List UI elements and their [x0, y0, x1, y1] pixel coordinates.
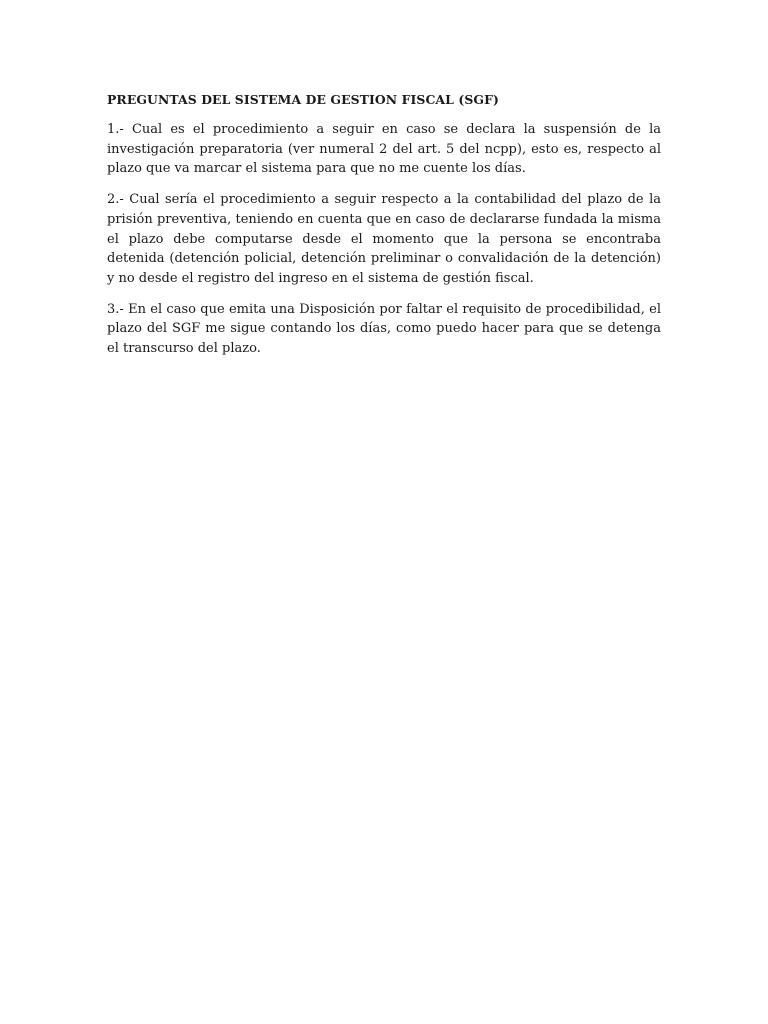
question-2: 2.- Cual sería el procedimiento a seguir respecto a la contabilidad del plazo de la prisión preventiva, teniendo en cuenta que en caso de declararse fundada la misma el plazo debe computarse desde el momento que la persona se encontraba detenida (detención policial, detención preliminar o convalidación de la detención) y no desde el registro del ingreso en el sistema de gestión fiscal.	[107, 192, 661, 286]
question-3: 3.- En el caso que emita una Disposición por faltar el requisito de procedibilidad, el plazo del SGF me sigue contando los días, como puedo hacer para que se detenga el transcurso del plazo.	[107, 301, 661, 357]
question-1: 1.- Cual es el procedimiento a seguir en caso se declara la suspensión de la investigación preparatoria (ver numeral 2 del art. 5 del ncpp), esto es, respecto al plazo que va marcar el sistema para que no me cuente los días.	[107, 122, 661, 177]
document-title: PREGUNTAS DEL SISTEMA DE GESTION FISCAL (SGF)	[107, 92, 499, 107]
document-page	[107, 90, 661, 370]
